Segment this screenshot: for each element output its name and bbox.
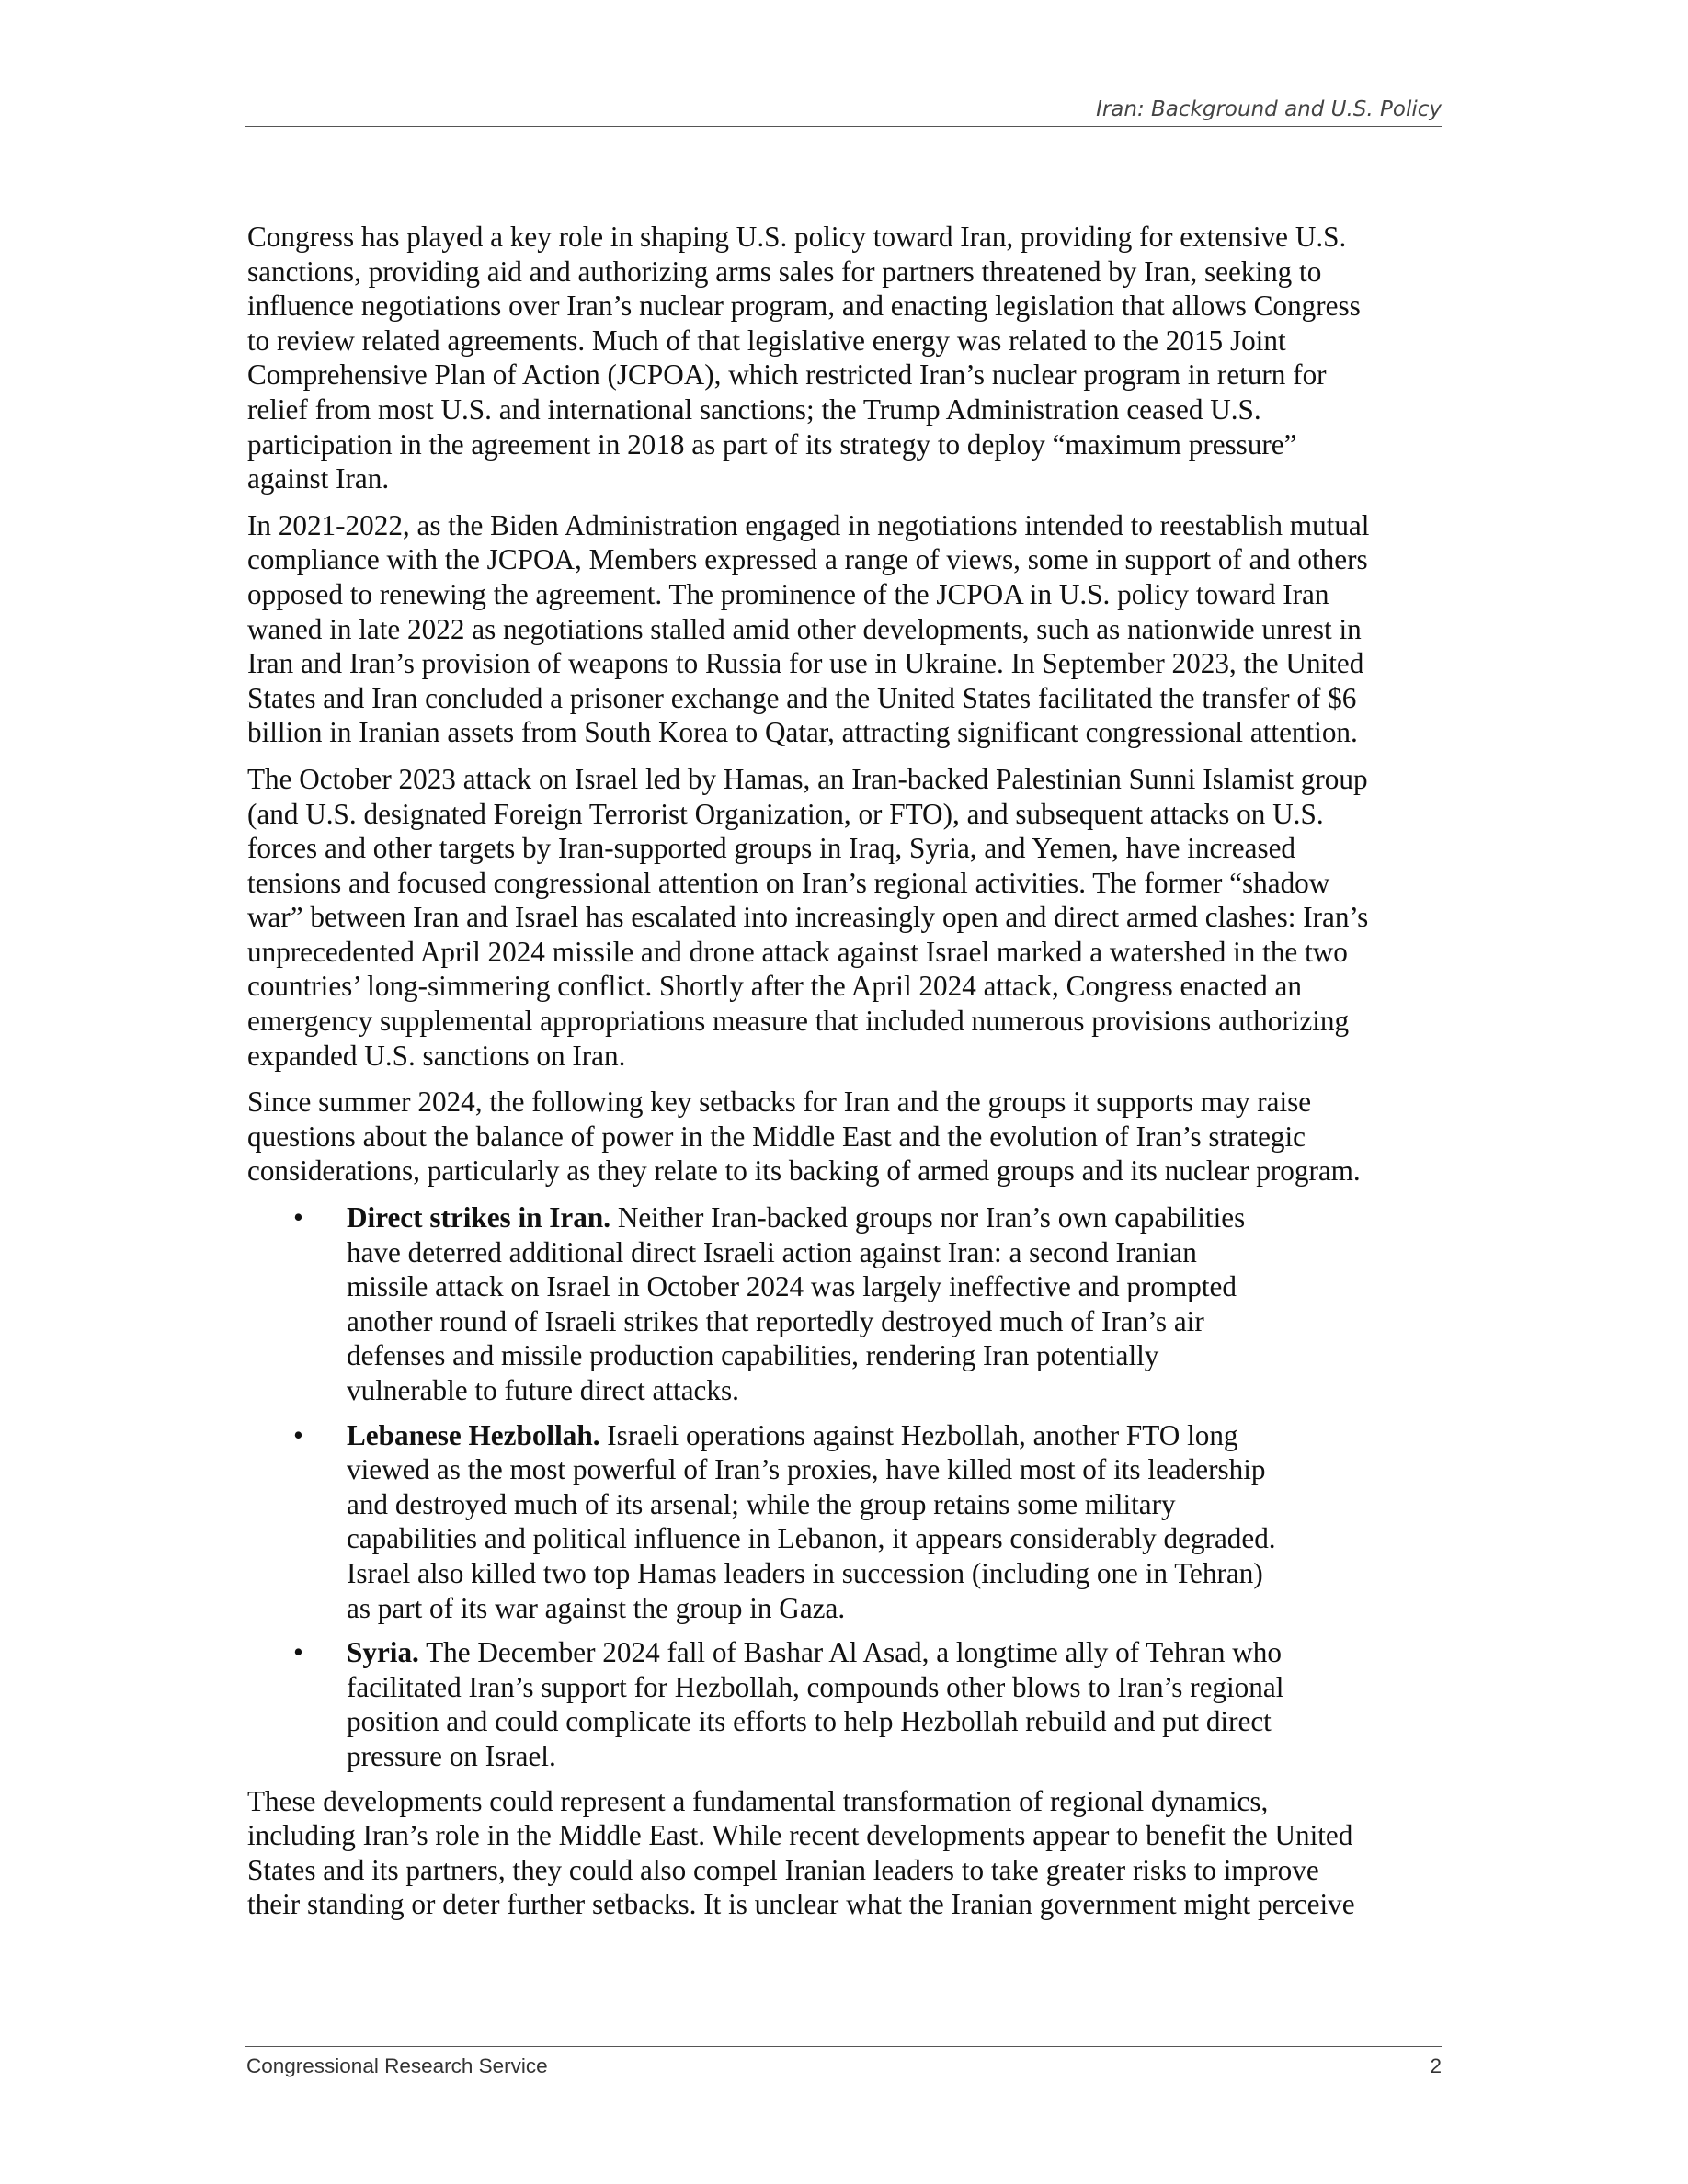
text-line: defenses and missile production capabilities, rendering Iran potentially [347,1339,1159,1372]
footer-source: Congressional Research Service [246,2054,548,2077]
text-line: to review related agreements. Much of that legislative energy was related to the 2015 Joint [247,324,1286,357]
text-line: waned in late 2022 as negotiations stalled amid other developments, such as nationwide unrest in [247,612,1362,645]
bullet-lead-text: Direct strikes in Iran. [347,1201,611,1234]
bullet-lead-text: Lebanese Hezbollah. [347,1418,600,1451]
bullet-first-line-text: The December 2024 fall of Bashar Al Asad, a longtime ally of Tehran who [418,1636,1282,1669]
text-line: war” between Iran and Israel has escalated into increasingly open and direct armed clashes: Iran’s [247,901,1369,934]
text-line [347,1418,1443,1453]
text-line: Israel also killed two top Hamas leaders in succession (including one in Tehran) [347,1556,1263,1589]
text-line: These developments could represent a fundamental transformation of regional dynamics, [247,1784,1269,1817]
page-number: 2 [1430,2054,1442,2077]
text-line: countries’ long-simmering conflict. Shortly after the April 2024 attack, Congress enacted an [247,970,1302,1003]
setbacks-bullet-list [247,1200,1443,1774]
bullet-marker: • [293,1418,303,1451]
bullet-direct-strikes [247,1200,1443,1408]
text-line: position and could complicate its efforts to help Hezbollah rebuild and put direct [347,1705,1272,1738]
text-line: In 2021-2022, as the Biden Administration engaged in negotiations intended to reestablish mutual [247,508,1370,541]
text-line: Iran and Iran’s provision of weapons to Russia for use in Ukraine. In September 2023, the United [247,647,1364,680]
text-line: compliance with the JCPOA, Members expressed a range of views, some in support of and others [247,543,1368,576]
text-line: considerations, particularly as they relate to its backing of armed groups and its nuclear program. [247,1155,1361,1188]
text-line: facilitated Iran’s support for Hezbollah, compounds other blows to Iran’s regional [347,1670,1284,1703]
text-line: pressure on Israel. [347,1739,556,1772]
text-line: questions about the balance of power in the Middle East and the evolution of Iran’s strategic [247,1120,1306,1153]
text-line: against Iran. [247,462,390,495]
paragraph-regional-transformation [247,1784,1443,1922]
text-line: expanded U.S. sanctions on Iran. [247,1039,626,1072]
bullet-syria [247,1635,1443,1773]
text-line: opposed to renewing the agreement. The prominence of the JCPOA in U.S. policy toward Iran [247,577,1329,610]
bullet-marker: • [293,1636,303,1669]
text-line [347,1200,1443,1235]
bullet-lebanese-hezbollah [247,1418,1443,1626]
text-line: another round of Israeli strikes that reportedly destroyed much of Iran’s air [347,1304,1204,1337]
bullet-marker: • [293,1201,303,1234]
paragraph-october-2023-attack [247,762,1443,1073]
bullet-first-line-text: Neither Iran-backed groups nor Iran’s own capabilities [610,1201,1246,1234]
text-line: forces and other targets by Iran-supported groups in Iraq, Syria, and Yemen, have increased [247,832,1296,865]
paragraph-congress-role [247,220,1443,496]
text-line: emergency supplemental appropriations measure that included numerous provisions authorizing [247,1005,1350,1038]
text-line: tensions and focused congressional attention on Iran’s regional activities. The former “shadow [247,866,1330,899]
document-body [247,220,1443,1934]
text-line: missile attack on Israel in October 2024 was largely ineffective and prompted [347,1270,1237,1303]
text-line: their standing or deter further setbacks. It is unclear what the Iranian government might perceive [247,1888,1355,1921]
text-line: influence negotiations over Iran’s nuclear program, and enacting legislation that allows Congress [247,290,1361,323]
text-line: billion in Iranian assets from South Korea to Qatar, attracting significant congressional attention. [247,716,1358,749]
text-line: States and Iran concluded a prisoner exchange and the United States facilitated the transfer of $6 [247,681,1357,714]
text-line: have deterred additional direct Israeli action against Iran: a second Iranian [347,1235,1197,1268]
text-line: The October 2023 attack on Israel led by Hamas, an Iran-backed Palestinian Sunni Islamist group [247,762,1368,795]
text-line: including Iran’s role in the Middle East. While recent developments appear to benefit the United [247,1819,1353,1852]
text-line: States and its partners, they could also compel Iranian leaders to take greater risks to improve [247,1853,1319,1886]
text-line: Since summer 2024, the following key setbacks for Iran and the groups it supports may raise [247,1086,1312,1119]
text-line: sanctions, providing aid and authorizing arms sales for partners threatened by Iran, seeking to [247,255,1322,288]
text-line: vulnerable to future direct attacks. [347,1374,739,1406]
text-line: as part of its war against the group in Gaza. [347,1591,846,1624]
text-line: Congress has played a key role in shaping U.S. policy toward Iran, providing for extensive U.S. [247,221,1347,253]
bullet-first-line-text: Israeli operations against Hezbollah, another FTO long [599,1418,1238,1451]
text-line: capabilities and political influence in Lebanon, it appears considerably degraded. [347,1522,1276,1555]
text-line: relief from most U.S. and international sanctions; the Trump Administration ceased U.S. [247,392,1261,426]
text-line: unprecedented April 2024 missile and drone attack against Israel marked a watershed in the two [247,935,1348,968]
text-line: participation in the agreement in 2018 as part of its strategy to deploy “maximum pressure” [247,427,1297,461]
paragraph-summer-2024-setbacks [247,1085,1443,1189]
bullet-lead-text: Syria. [347,1636,419,1669]
running-header [245,92,1442,127]
running-header-title: Iran: Background and U.S. Policy [1096,97,1442,121]
text-line: viewed as the most powerful of Iran’s proxies, have killed most of its leadership [347,1453,1266,1486]
paragraph-biden-negotiations [247,508,1443,750]
text-line: (and U.S. designated Foreign Terrorist Organization, or FTO), and subsequent attacks on U.S. [247,797,1324,830]
text-line: and destroyed much of its arsenal; while the group retains some military [347,1487,1176,1520]
text-line: Comprehensive Plan of Action (JCPOA), which restricted Iran’s nuclear program in return for [247,358,1327,392]
text-line [347,1635,1443,1670]
running-footer [245,2046,1442,2083]
